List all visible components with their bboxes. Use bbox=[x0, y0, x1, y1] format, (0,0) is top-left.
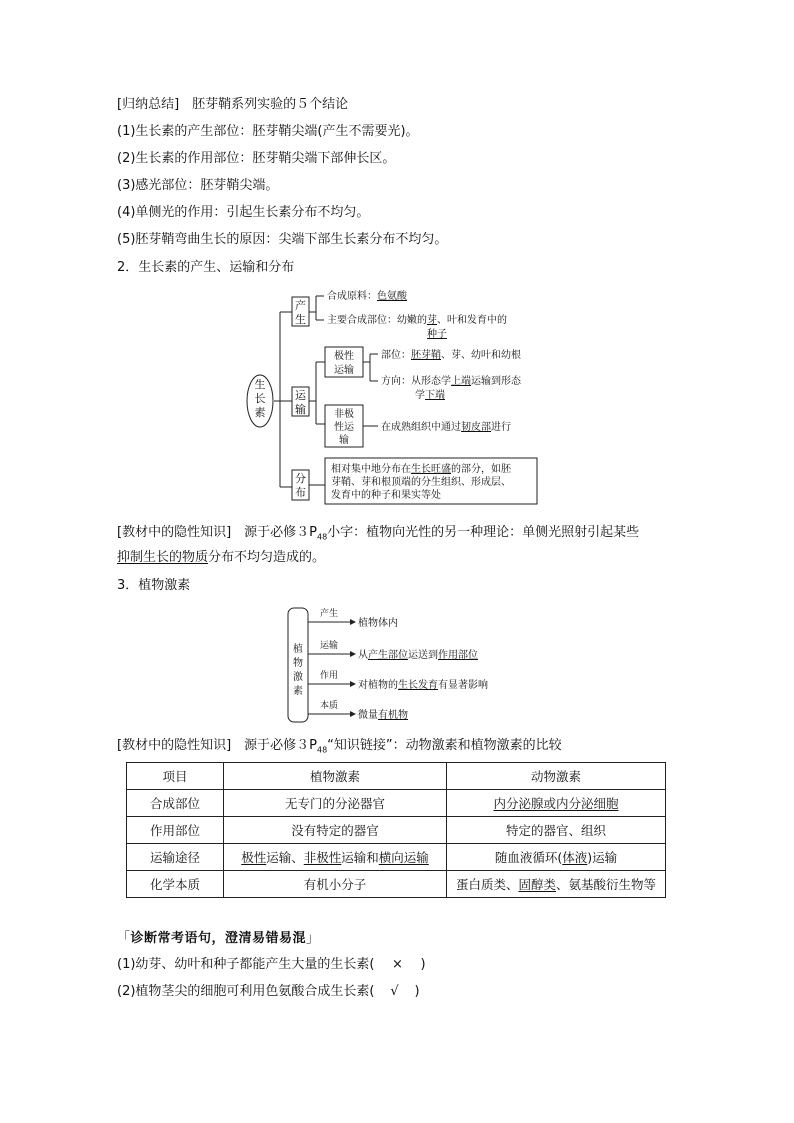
table-cell: 极性运输、非极性运输和横向运输 bbox=[224, 844, 447, 871]
svg-text:输: 输 bbox=[339, 435, 349, 446]
hidden-knowledge-2: [教材中的隐性知识] 源于必修$3P_{48}“$知识链接”：动物激素和植物激素的比较 bbox=[117, 738, 562, 755]
table-cell: 合成部位 bbox=[127, 790, 224, 817]
distribute-line-2: 芽鞘、芽和根顶端的分生组织、形成层、 bbox=[331, 477, 511, 488]
hormone-function-text: 对植物的生长发育有显著影响 bbox=[358, 680, 488, 691]
table-cell: 作用部位 bbox=[127, 817, 224, 844]
table-header-row bbox=[127, 763, 666, 790]
table-cell: 蛋白质类、固醇类、氨基酸衍生物等 bbox=[447, 871, 666, 898]
section3-heading: 3．植物激素 bbox=[117, 578, 191, 593]
hormone-label-produce: 产生 bbox=[320, 609, 339, 619]
table-cell: 特定的器官、组织 bbox=[447, 817, 666, 844]
table-row bbox=[127, 844, 666, 871]
auxin-root-char-3: 素 bbox=[254, 406, 266, 419]
bracket-open-icon: 「 bbox=[117, 931, 131, 946]
bracket-close-icon: 」 bbox=[306, 931, 320, 946]
nonpolar-text: 在成熟组织中通过韧皮部进行 bbox=[381, 422, 511, 433]
produce-site-seed: 种子 bbox=[427, 329, 447, 340]
svg-text:极性: 极性 bbox=[334, 351, 354, 362]
summary-item-1: (1)生长素的产生部位：胚芽鞘尖端(产生不需要光)。 bbox=[117, 124, 419, 139]
hidden-knowledge-1: [教材中的隐性知识] 源于必修$3P_{48}$小字：植物向光性的另一种理论：单侧光照射引起某些 bbox=[117, 525, 640, 542]
polar-dir: 方向：从形态学上端运输到形态 bbox=[381, 376, 521, 387]
auxin-diagram bbox=[240, 284, 550, 506]
polar-brace bbox=[363, 354, 378, 381]
auxin-main-brace bbox=[274, 312, 292, 487]
summary-item-3: (3)感光部位：胚芽鞘尖端。 bbox=[117, 178, 279, 193]
produce-site: 主要合成部位：幼嫩的芽、叶和发育中的 bbox=[327, 315, 507, 326]
hormone-label-function: 作用 bbox=[320, 671, 339, 681]
svg-text:运输: 运输 bbox=[334, 365, 354, 376]
svg-text:布: 布 bbox=[295, 486, 306, 499]
table-cell: 化学本质 bbox=[127, 871, 224, 898]
summary-item-5: (5)胚芽鞘弯曲生长的原因：尖端下部生长素分布不均匀。 bbox=[117, 232, 448, 247]
produce-brace bbox=[309, 296, 324, 320]
svg-text:生: 生 bbox=[295, 313, 306, 326]
distribute-line-1: 相对集中地分布在生长旺盛的部分，如胚 bbox=[331, 464, 511, 475]
plant-hormone-diagram bbox=[282, 604, 522, 726]
svg-text:激: 激 bbox=[293, 672, 303, 683]
hormone-nature-text: 微量有机物 bbox=[358, 710, 408, 721]
summary-title: [归纳总结] 胚芽鞘系列实验的５个结论 bbox=[117, 97, 349, 112]
hormone-produce-text: 植物体内 bbox=[358, 618, 398, 629]
table-row bbox=[127, 871, 666, 898]
auxin-root-char-1: 生 bbox=[254, 378, 266, 391]
svg-text:植: 植 bbox=[293, 644, 303, 655]
produce-raw: 合成原料：色氨酸 bbox=[327, 291, 407, 302]
distribute-line-3: 发育中的种子和果实等处 bbox=[331, 490, 441, 501]
svg-text:性运: 性运 bbox=[334, 422, 354, 433]
table-row bbox=[127, 817, 666, 844]
table-cell: 内分泌腺或内分泌细胞 bbox=[447, 790, 666, 817]
svg-text:素: 素 bbox=[293, 686, 303, 697]
table-cell: 随血液循环(体液)运输 bbox=[447, 844, 666, 871]
table-header: 植物激素 bbox=[224, 763, 447, 790]
table-header: 项目 bbox=[127, 763, 224, 790]
diagnose-heading: 「诊断常考语句，澄清易错易混」 bbox=[117, 931, 320, 946]
polar-dir-2: 学下端 bbox=[415, 390, 445, 401]
polar-site: 部位：胚芽鞘、芽、幼叶和幼根 bbox=[381, 350, 521, 361]
check-mark-icon: √ bbox=[390, 984, 399, 999]
hormone-transport-text: 从产生部位运送到作用部位 bbox=[358, 650, 478, 661]
hidden-knowledge-1-line2: 抑制生长的物质分布不均匀造成的。 bbox=[117, 550, 326, 565]
svg-text:物: 物 bbox=[293, 658, 303, 669]
cross-mark-icon: × bbox=[392, 957, 403, 972]
hormone-label-transport: 运输 bbox=[320, 641, 339, 651]
svg-text:输: 输 bbox=[295, 403, 306, 416]
diagnose-item-1: (1)幼芽、幼叶和种子都能产生大量的生长素( × ) bbox=[117, 957, 426, 972]
hormone-label-nature: 本质 bbox=[320, 701, 339, 711]
summary-item-2: (2)生长素的作用部位：胚芽鞘尖端下部伸长区。 bbox=[117, 151, 396, 166]
svg-text:分: 分 bbox=[295, 472, 306, 485]
svg-text:产: 产 bbox=[295, 299, 306, 312]
table-cell: 运输途径 bbox=[127, 844, 224, 871]
table-row bbox=[127, 790, 666, 817]
diagnose-item-2: (2)植物茎尖的细胞可利用色氨酸合成生长素( √ ) bbox=[117, 984, 420, 999]
svg-text:运: 运 bbox=[295, 389, 306, 402]
table-cell: 没有特定的器官 bbox=[224, 817, 447, 844]
transport-brace bbox=[309, 362, 325, 424]
table-cell: 无专门的分泌器官 bbox=[224, 790, 447, 817]
auxin-root-char-2: 长 bbox=[254, 392, 266, 405]
svg-text:非极: 非极 bbox=[334, 409, 354, 420]
table-cell: 有机小分子 bbox=[224, 871, 447, 898]
summary-item-4: (4)单侧光的作用：引起生长素分布不均匀。 bbox=[117, 205, 370, 220]
hormone-comparison-table bbox=[126, 762, 666, 898]
table-header: 动物激素 bbox=[447, 763, 666, 790]
section2-heading: 2．生长素的产生、运输和分布 bbox=[117, 260, 295, 275]
